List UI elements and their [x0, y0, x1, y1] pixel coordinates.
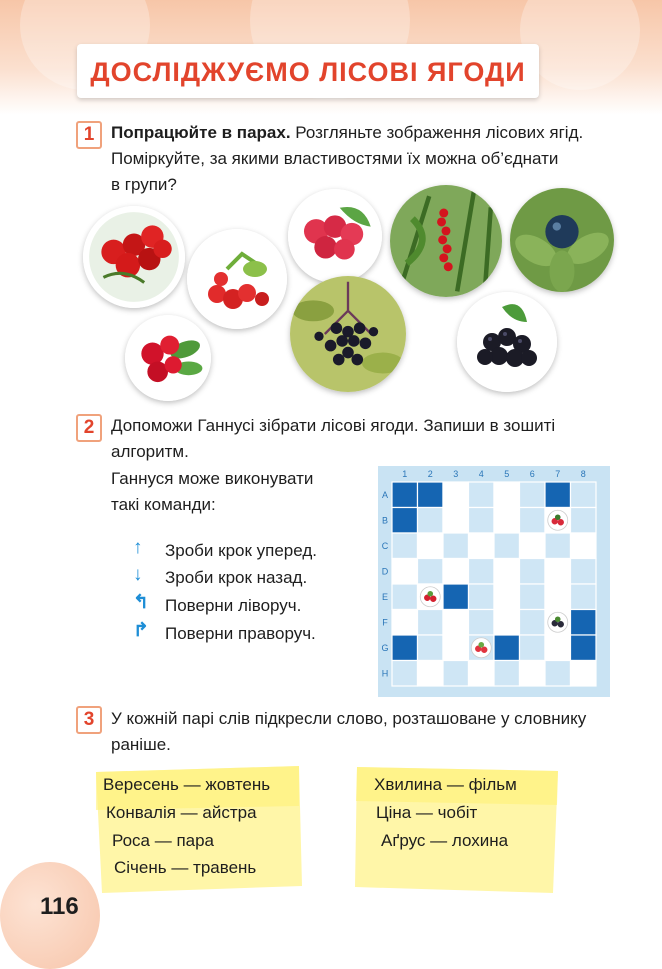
grid-cell — [520, 533, 546, 559]
task3-text — [111, 706, 616, 758]
grid-cell — [392, 584, 418, 610]
grid-row-label: H — [381, 668, 389, 679]
grid-cell — [469, 533, 495, 559]
grid-berry-blackberry-fruit — [558, 621, 564, 627]
grid-cell — [469, 482, 495, 508]
grid-cell — [494, 584, 520, 610]
commands-intro-line1: Ганнуся може виконувати — [111, 469, 314, 488]
grid-cell — [418, 610, 444, 636]
left-pair-3: Роса — пара — [112, 831, 215, 850]
elderberry-image — [290, 276, 406, 392]
page-title: ДОСЛІДЖУЄМО ЛІСОВІ ЯГОДИ — [90, 57, 526, 87]
grid-col-label: 1 — [402, 469, 408, 479]
right-pair-3: Аґрус — лохина — [381, 831, 509, 850]
lingonberry-image — [125, 315, 211, 401]
grid-cell — [545, 661, 571, 687]
grid-cell — [494, 635, 520, 661]
grid-berry-raspberry-fruit — [430, 596, 436, 602]
turn-left-icon: ↰ — [133, 592, 149, 613]
grid-cell — [443, 584, 469, 610]
blue-berry-plant-image — [510, 188, 614, 292]
grid-cell — [392, 635, 418, 661]
grid-cell — [418, 661, 444, 687]
grid-col-label: 5 — [504, 469, 510, 479]
grid-cell — [469, 610, 495, 636]
grid-cell — [392, 533, 418, 559]
left-word-note — [94, 766, 304, 894]
grid-cell — [520, 508, 546, 534]
grid-row-label: G — [381, 642, 389, 653]
grid-row-label: D — [381, 566, 389, 577]
task-number-3: 3 — [76, 706, 102, 734]
grid-cell — [571, 559, 597, 585]
grid-cell — [443, 661, 469, 687]
command-forward: Зроби крок уперед. — [165, 541, 317, 560]
grid-cell — [494, 661, 520, 687]
left-pair-4: Січень — травень — [114, 858, 257, 877]
grid-cell — [469, 584, 495, 610]
grid-cell — [571, 635, 597, 661]
task1-line3: в групи? — [111, 175, 177, 194]
command-back: Зроби крок назад. — [165, 568, 308, 587]
grid-berry-strawberry-leaf — [555, 514, 561, 520]
grid-row-label: A — [381, 489, 389, 500]
grid-berry-strawberry-fruit — [558, 519, 564, 525]
grid-cell — [571, 533, 597, 559]
grid-cell — [520, 635, 546, 661]
task-number-1: 1 — [76, 121, 102, 149]
page-number: 116 — [40, 893, 79, 920]
grid-cell — [571, 482, 597, 508]
grid-cell — [418, 635, 444, 661]
berry-grid — [378, 466, 610, 697]
grid-col-label: 3 — [453, 469, 459, 479]
grid-cell — [443, 482, 469, 508]
grid-cell — [520, 661, 546, 687]
task-number-2: 2 — [76, 414, 102, 442]
grid-cell — [520, 559, 546, 585]
grid-cell — [392, 610, 418, 636]
command-turn-right: Поверни праворуч. — [165, 624, 316, 643]
grid-cell — [418, 482, 444, 508]
task1-line2: Поміркуйте, за якими властивостями їх можна об’єднати — [111, 149, 559, 168]
commands-intro-line2: такі команди: — [111, 495, 216, 514]
grid-col-label: 6 — [529, 469, 535, 479]
grid-cell — [571, 661, 597, 687]
grid-cell — [418, 559, 444, 585]
grid-svg — [378, 466, 610, 697]
grid-berry-lingonberry-fruit — [481, 647, 487, 653]
grid-cell — [469, 559, 495, 585]
grid-cell — [443, 635, 469, 661]
task1-line1: Розгляньте зображення лісових ягід. — [290, 123, 584, 142]
grid-berry-raspberry-leaf — [427, 591, 433, 597]
grid-col-label: 8 — [580, 469, 586, 479]
grid-cell — [571, 610, 597, 636]
task3-line2: раніше. — [111, 735, 171, 754]
task2-text — [111, 413, 616, 465]
grid-cell — [545, 482, 571, 508]
arrow-down-icon: ↓ — [133, 564, 143, 585]
strawberry-image — [187, 229, 287, 329]
grid-row-label: E — [381, 591, 389, 602]
task1-bold: Попрацюйте в парах. — [111, 123, 291, 142]
grid-col-label: 2 — [427, 469, 433, 479]
grid-cell — [494, 559, 520, 585]
grid-cell — [545, 635, 571, 661]
grid-cell — [392, 661, 418, 687]
grid-cell — [392, 559, 418, 585]
grid-berry-lingonberry-leaf — [478, 642, 484, 648]
task1-text — [111, 120, 616, 198]
grid-berry-blackberry-leaf — [555, 616, 561, 622]
grid-row-label: B — [381, 515, 389, 526]
commands-intro — [111, 466, 313, 518]
right-word-note — [355, 765, 560, 895]
right-pair-1: Хвилина — фільм — [374, 775, 517, 794]
blackberry-image — [457, 292, 557, 392]
red-climbing-berries-image — [390, 185, 502, 297]
grid-cell — [392, 482, 418, 508]
grid-cell — [571, 584, 597, 610]
cranberry-red-berries-image — [83, 206, 185, 308]
grid-cell — [494, 508, 520, 534]
grid-cell — [520, 610, 546, 636]
grid-cell — [545, 559, 571, 585]
raspberry-image — [288, 189, 382, 283]
grid-col-label: 4 — [478, 469, 484, 479]
grid-cell — [494, 482, 520, 508]
grid-cell — [443, 610, 469, 636]
grid-cell — [469, 508, 495, 534]
grid-cell — [494, 610, 520, 636]
grid-cell — [469, 661, 495, 687]
grid-cell — [494, 533, 520, 559]
grid-cell — [443, 559, 469, 585]
left-pair-1: Вересень — жовтень — [103, 775, 271, 794]
task3-line1: У кожній парі слів підкресли слово, розташоване у словнику — [111, 709, 587, 728]
grid-cell — [545, 533, 571, 559]
arrow-up-icon: ↑ — [133, 537, 143, 558]
right-pair-2: Ціна — чобіт — [376, 803, 478, 822]
title-box — [77, 44, 539, 98]
turn-right-icon: ↱ — [133, 620, 149, 641]
grid-cell — [520, 584, 546, 610]
grid-row-label: C — [381, 540, 389, 551]
command-turn-left: Поверни ліворуч. — [165, 596, 302, 615]
grid-cell — [520, 482, 546, 508]
task2-line2: алгоритм. — [111, 442, 189, 461]
grid-col-label: 7 — [555, 469, 561, 479]
grid-cell — [418, 508, 444, 534]
grid-cell — [443, 508, 469, 534]
task2-line1: Допоможи Ганнусі зібрати лісові ягоди. Запиши в зошиті — [111, 416, 556, 435]
grid-cell — [571, 508, 597, 534]
grid-cell — [545, 584, 571, 610]
grid-cell — [392, 508, 418, 534]
grid-cell — [418, 533, 444, 559]
left-pair-2: Конвалія — айстра — [106, 803, 257, 822]
grid-row-label: F — [382, 617, 388, 628]
grid-cell — [443, 533, 469, 559]
